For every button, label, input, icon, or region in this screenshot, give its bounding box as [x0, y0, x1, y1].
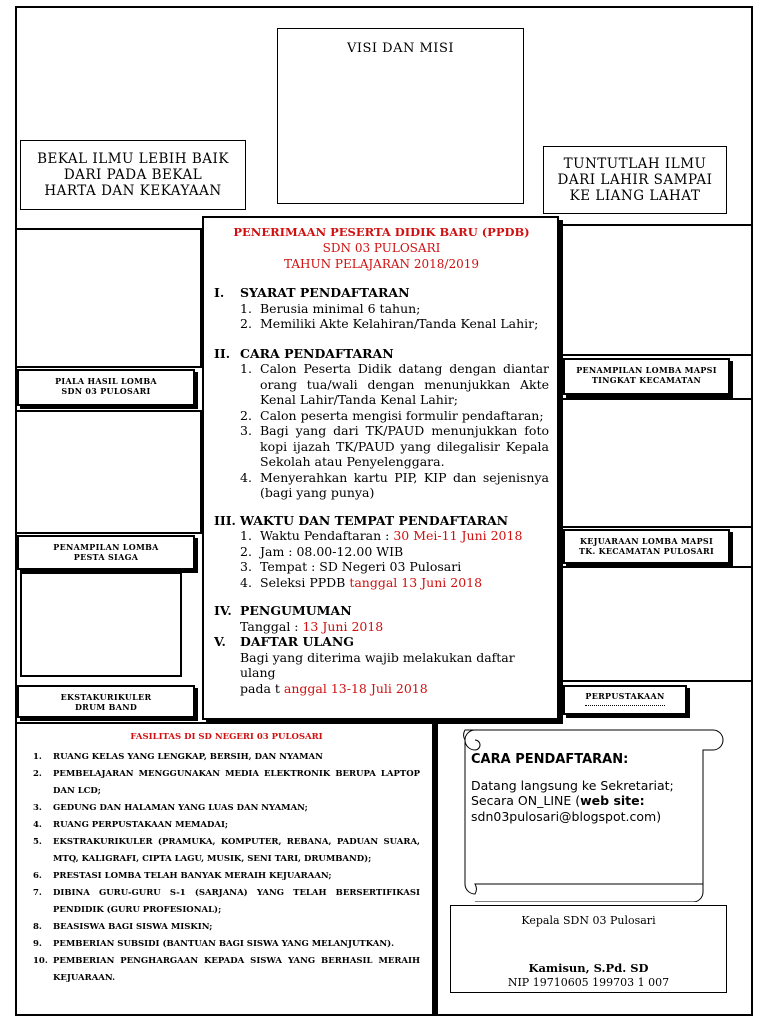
- facilities-list: [33, 749, 420, 987]
- label-right-1: [563, 358, 730, 395]
- quote-right-text: TUNTUTLAH ILMU DARI LAHIR SAMPAI KE LIANG LAHAT: [557, 156, 713, 204]
- list-item: 1. RUANG KELAS YANG LENGKAP, BERSIH, DAN NYAMAN: [33, 752, 323, 762]
- scroll-line-3: sdn03pulosari@blogspot.com): [471, 808, 662, 824]
- label-right-3: [563, 685, 687, 715]
- signature-box: [450, 905, 727, 993]
- cara-list: [214, 361, 549, 501]
- label-right-2: [563, 529, 730, 564]
- signature-name: Kamisun, S.Pd. SD: [528, 961, 649, 975]
- section-syarat: I. SYARAT PENDAFTARAN: [214, 285, 410, 300]
- label-right-3-text: PERPUSTAKAAN: [585, 691, 665, 701]
- list-item: 4. RUANG PERPUSTAKAAN MEMADAI;: [33, 820, 229, 830]
- scroll-line-1: Datang langsung ke Sekretariat;: [471, 777, 674, 793]
- ppdb-main-box: [202, 216, 559, 720]
- facilities-box: [15, 722, 434, 1016]
- list-item: 1. Waktu Pendaftaran : 30 Mei-11 Juni 2018: [240, 528, 523, 543]
- list-item: 9. PEMBERIAN SUBSIDI (BANTUAN BAGI SISWA YANG MELANJUTKAN).: [33, 939, 395, 949]
- waktu-list: [214, 528, 549, 590]
- list-item: 5. EKSTRAKURIKULER (PRAMUKA, KOMPUTER, REBANA, PADUAN SUARA, MTQ, KALIGRAFI, CIPTA LAGU, MUSIK, SENI TARI, DRUMBAND);: [33, 837, 420, 864]
- scroll-title: CARA PENDAFTARAN:: [471, 752, 629, 767]
- list-item: 3. GEDUNG DAN HALAMAN YANG LUAS DAN NYAMAN;: [33, 803, 308, 813]
- list-item: 6. PRESTASI LOMBA TELAH BANYAK MERAIH KEJUARAAN;: [33, 871, 332, 881]
- label-right-1-text: PENAMPILAN LOMBA MAPSI TINGKAT KECAMATAN: [576, 365, 717, 385]
- label-right-2-text: KEJUARAAN LOMBA MAPSI TK. KECAMATAN PULOSARI: [578, 536, 715, 556]
- photo-frame-left-1: [15, 228, 202, 368]
- photo-frame-right-3: [561, 566, 753, 682]
- list-item: 1. Berusia minimal 6 tahun;: [240, 300, 421, 316]
- list-item: 3. Bagi yang dari TK/PAUD menunjukkan foto kopi ijazah TK/PAUD yang dilegalisir Kepala Sekolah atau Penyelenggara.: [240, 423, 549, 469]
- list-item: 4. Menyerahkan kartu PIP, KIP dan sejenisnya (bagi yang punya): [240, 469, 549, 500]
- quote-left: [20, 140, 246, 210]
- list-item: 10. PEMBERIAN PENGHARGAAN KEPADA SISWA YANG BERHASIL MERAIH KEJUARAAN.: [33, 956, 420, 983]
- scroll-line-2: Secara ON_LINE (web site:: [471, 793, 645, 808]
- ppdb-year: TAHUN PELAJARAN 2018/2019: [284, 257, 479, 271]
- photo-frame-right-2: [561, 398, 753, 528]
- facilities-title: FASILITAS DI SD NEGERI 03 PULOSARI: [130, 732, 323, 742]
- photo-frame-left-2: [15, 410, 202, 534]
- visi-misi-box: [277, 28, 524, 204]
- quote-left-text: BEKAL ILMU LEBIH BAIK DARI PADA BEKAL HARTA DAN KEKAYAAN: [37, 151, 229, 199]
- section-cara: II. CARA PENDAFTARAN: [214, 345, 394, 361]
- list-item: 3. Tempat : SD Negeri 03 Pulosari: [240, 559, 462, 574]
- label-left-1: [17, 369, 195, 406]
- syarat-list: [214, 301, 549, 332]
- list-item: 2. Memiliki Akte Kelahiran/Tanda Kenal Lahir;: [240, 316, 539, 331]
- signature-role: Kepala SDN 03 Pulosari: [521, 914, 656, 927]
- label-left-3-text: EKSTAKURIKULER DRUM BAND: [60, 692, 152, 712]
- daftar-ulang-text: Bagi yang diterima wajib melakukan daftar ulang pada t anggal 13-18 Juli 2018: [240, 649, 515, 696]
- label-left-3: [17, 685, 195, 718]
- section-waktu: III. WAKTU DAN TEMPAT PENDAFTARAN: [214, 512, 509, 528]
- list-item: 2. Calon peserta mengisi formulir pendaftaran;: [240, 407, 544, 423]
- label-left-1-text: PIALA HASIL LOMBA SDN 03 PULOSARI: [55, 376, 157, 396]
- label-left-2: [17, 535, 195, 570]
- list-item: 7. DIBINA GURU-GURU S-1 (SARJANA) YANG TELAH BERSERTIFIKASI PENDIDIK (GURU PROFESIONAL);: [33, 888, 420, 915]
- list-item: 4. Seleksi PPDB tanggal 13 Juni 2018: [240, 574, 483, 590]
- label-left-2-text: PENAMPILAN LOMBA PESTA SIAGA: [53, 542, 159, 562]
- visi-misi-title: VISI DAN MISI: [346, 41, 454, 56]
- list-item: 8. BEASISWA BAGI SISWA MISKIN;: [33, 922, 213, 932]
- section-daftar-ulang: V. DAFTAR ULANG: [214, 634, 354, 649]
- section-pengumuman: IV. PENGUMUMAN: [214, 603, 352, 618]
- quote-right: [543, 146, 727, 214]
- scroll-content: [471, 752, 701, 824]
- list-item: 2. PEMBELAJARAN MENGGUNAKAN MEDIA ELEKTRONIK BERUPA LAPTOP DAN LCD;: [33, 769, 420, 796]
- list-item: 2. Jam : 08.00-12.00 WIB: [240, 543, 404, 559]
- dotted-line: [585, 705, 665, 706]
- photo-frame-left-3: [20, 572, 182, 677]
- photo-frame-right-1: [561, 224, 753, 356]
- ppdb-school: SDN 03 PULOSARI: [322, 241, 441, 255]
- list-item: 1. Calon Peserta Didik datang dengan diantar orang tua/wali dengan menunjukkan Akte Kenal Lahir/Tanda Kenal Lahir;: [240, 361, 549, 407]
- pengumuman-date: Tanggal : 13 Juni 2018: [240, 618, 384, 634]
- signature-nip: NIP 19710605 199703 1 007: [507, 976, 670, 989]
- ppdb-title: PENERIMAAN PESERTA DIDIK BARU (PPDB): [233, 225, 530, 239]
